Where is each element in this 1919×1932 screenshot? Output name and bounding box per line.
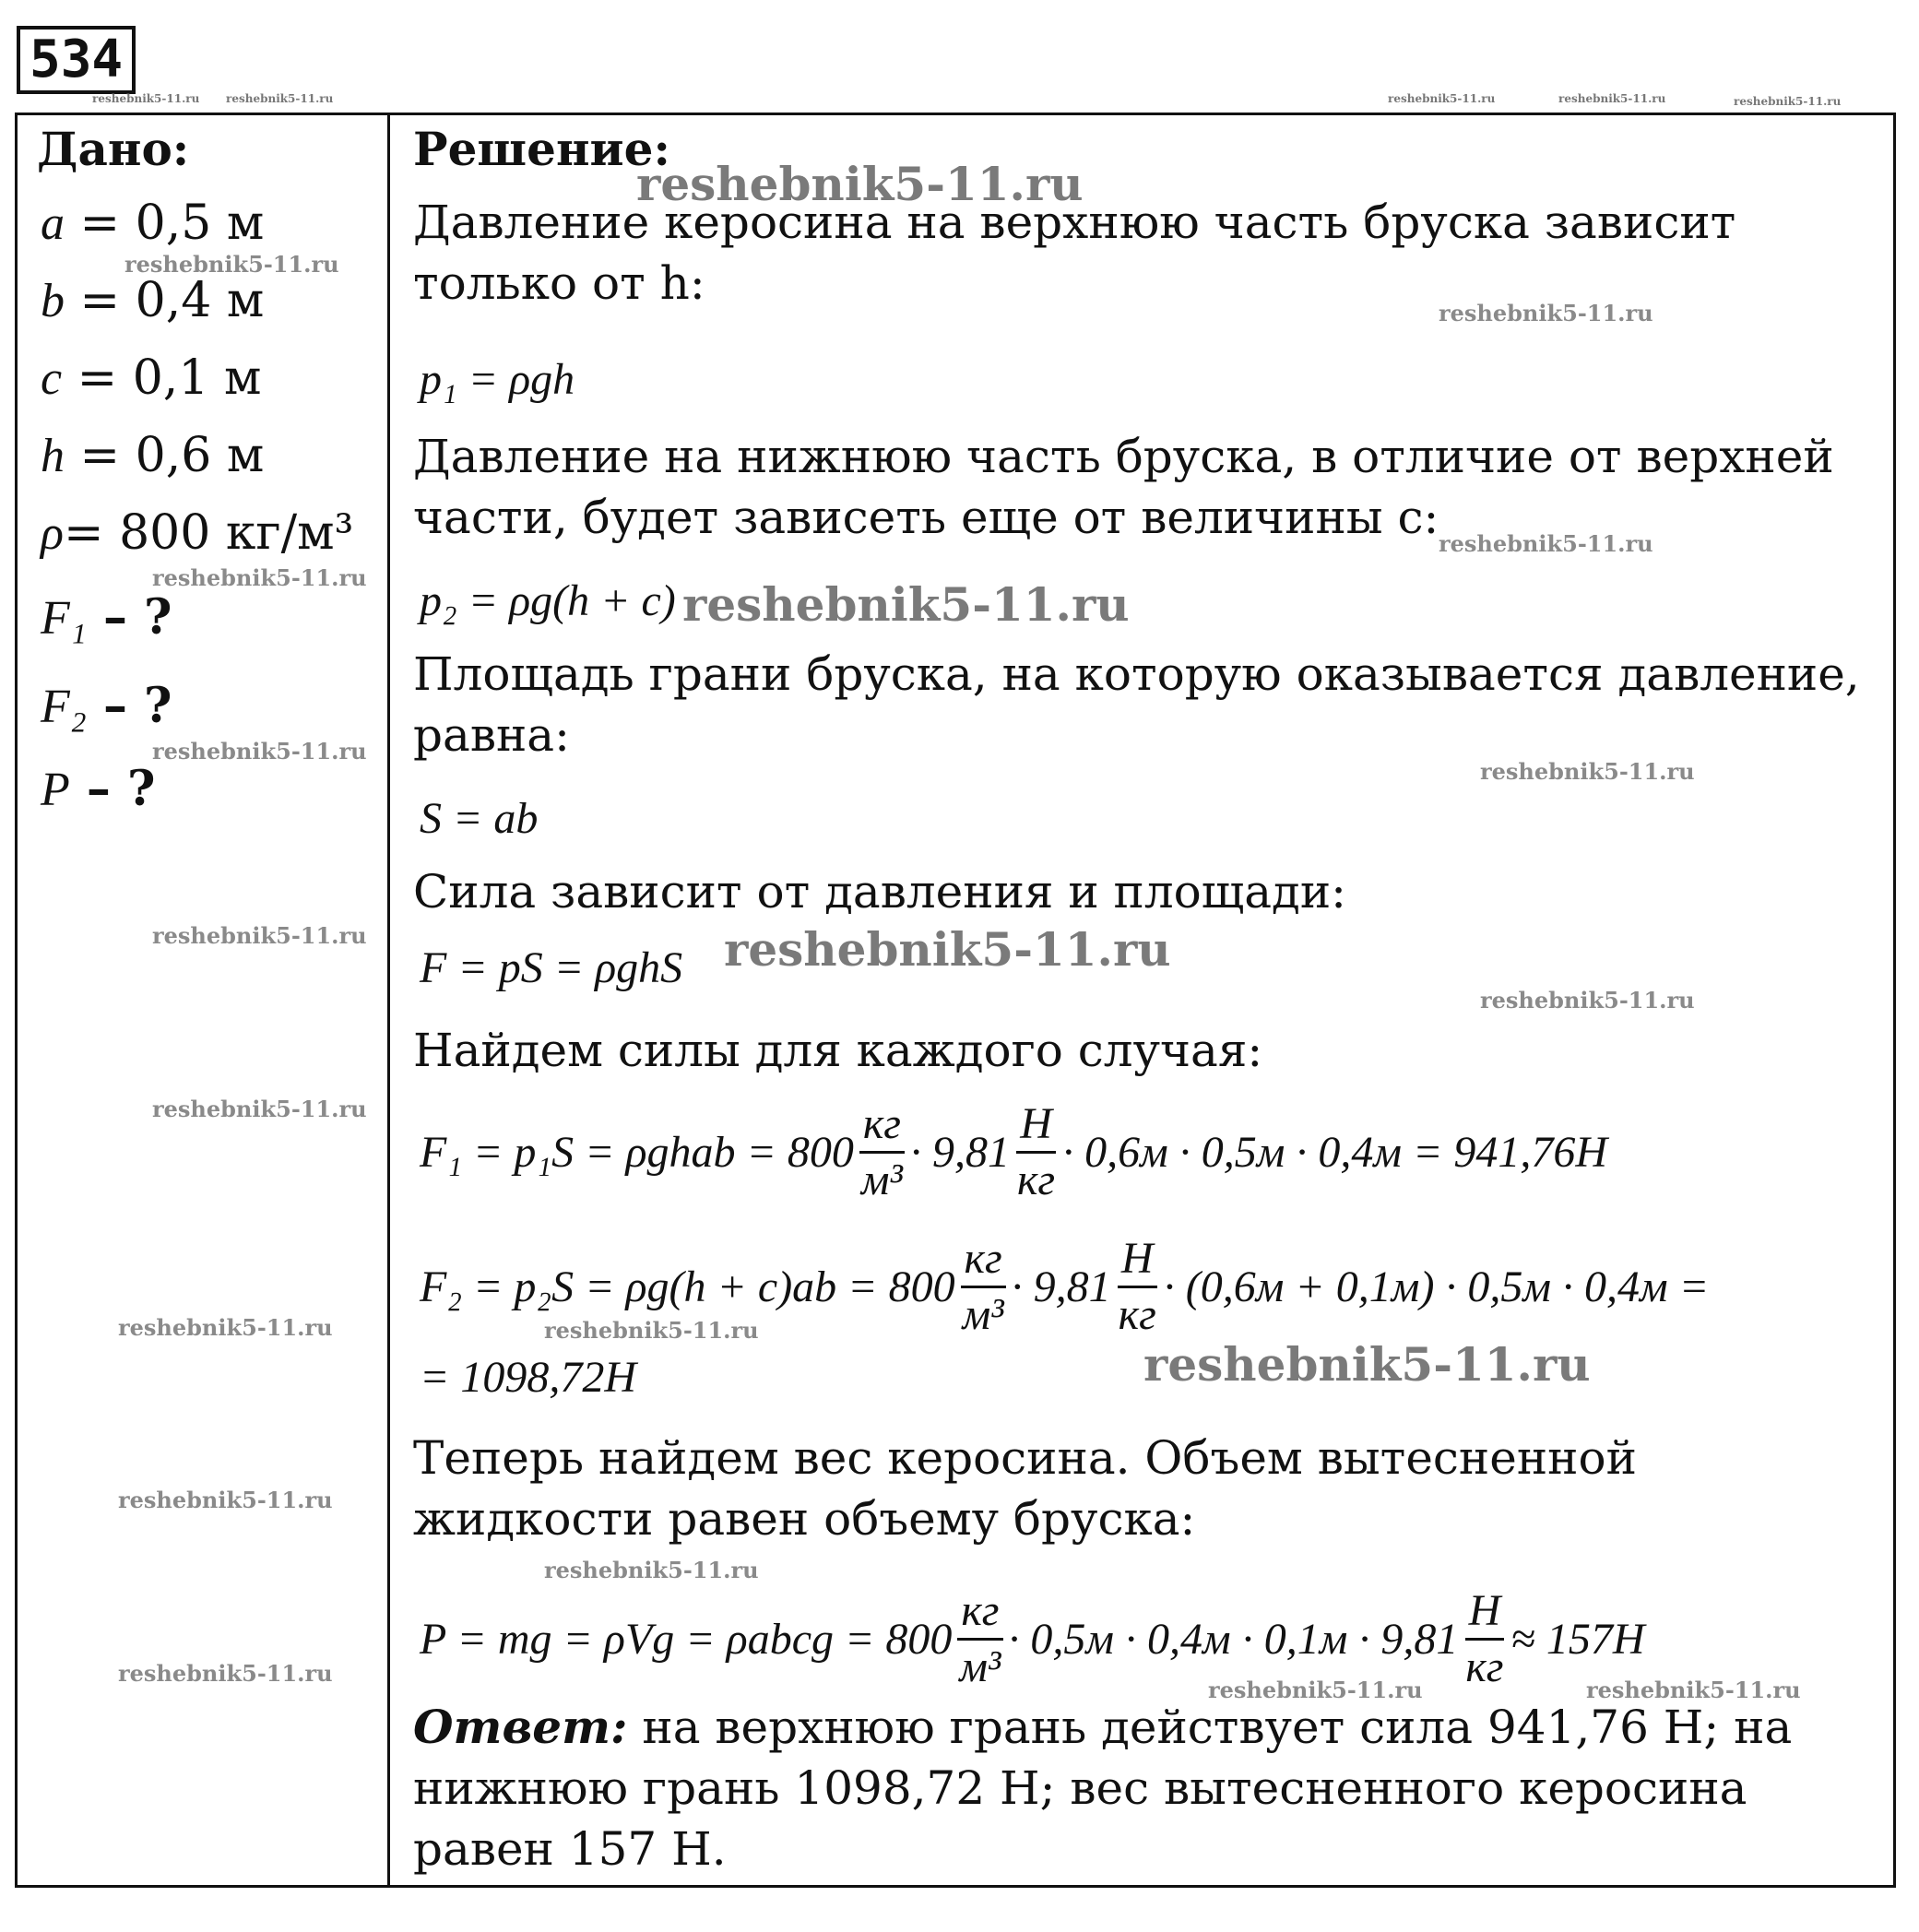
fraction-den: м³ — [860, 1156, 903, 1204]
fraction — [1115, 1232, 1160, 1342]
given-f1 — [41, 590, 172, 646]
watermark: reshebnik5-11.ru — [152, 738, 367, 765]
problem-number: 534 — [17, 26, 136, 94]
watermark: reshebnik5-11.ru — [636, 157, 1084, 211]
given-var: F₁ — [41, 592, 87, 645]
watermark: reshebnik5-11.ru — [1388, 92, 1496, 105]
formula-part: · (0,6м + 0,1м) · 0,5м · 0,4м = — [1163, 1262, 1710, 1311]
formula-part: F₂ = p₂S = ρg(h + c)ab = 800 — [420, 1262, 955, 1311]
fraction-den: кг — [1465, 1642, 1504, 1691]
watermark: reshebnik5-11.ru — [1480, 758, 1695, 785]
solution-text-3: Площадь грани бруска, на которую оказывается давление, равна: — [413, 647, 1860, 762]
given-value: = 0,6 м — [65, 428, 265, 483]
given-var: P — [41, 764, 70, 816]
formula-part: · 0,5м · 0,4м · 0,1м · 9,81 — [1008, 1615, 1459, 1664]
fraction — [1462, 1584, 1507, 1694]
given-c — [41, 350, 261, 407]
formula-s: S = ab — [420, 794, 539, 843]
given-heading: Дано: — [37, 122, 190, 176]
watermark: reshebnik5-11.ru — [92, 92, 200, 105]
fraction-num: Н — [1118, 1232, 1157, 1288]
given-h — [41, 428, 264, 484]
fraction-num: Н — [1016, 1097, 1056, 1154]
answer-label: Ответ: — [413, 1700, 628, 1754]
given-value: = 0,5 м — [65, 196, 265, 251]
watermark: reshebnik5-11.ru — [226, 92, 334, 105]
formula-part: · 0,6м · 0,5м · 0,4м = 941,76Н — [1062, 1128, 1608, 1177]
given-b — [41, 273, 264, 329]
given-var: b — [41, 275, 65, 327]
solution-text-6: Теперь найдем вес керосина. Объем вытесненной жидкости равен объему бруска: — [413, 1431, 1637, 1546]
watermark: reshebnik5-11.ru — [544, 1557, 759, 1583]
formula-part: P = mg = ρVg = ρabcg = 800 — [420, 1615, 953, 1664]
solution-text-4: Сила зависит от давления и площади: — [413, 865, 1346, 919]
watermark: reshebnik5-11.ru — [118, 1487, 333, 1513]
watermark: reshebnik5-11.ru — [682, 577, 1130, 632]
given-value: = 0,4 м — [65, 273, 265, 328]
solution-text-5: Найдем силы для каждого случая: — [413, 1024, 1263, 1077]
watermark: reshebnik5-11.ru — [1439, 300, 1653, 326]
watermark: reshebnik5-11.ru — [118, 1660, 333, 1687]
column-divider — [387, 113, 390, 1888]
watermark: reshebnik5-11.ru — [152, 1096, 367, 1122]
watermark: reshebnik5-11.ru — [1558, 92, 1666, 105]
solution-heading: Решение: — [413, 122, 670, 176]
fraction — [858, 1097, 906, 1207]
answer-text: на верхнюю грань действует сила 941,76 Н; на нижнюю грань 1098,72 Н; вес вытесненного керосина равен 157 Н. — [413, 1701, 1793, 1876]
formula-part: ≈ 157Н — [1510, 1615, 1645, 1664]
given-value: – ? — [86, 589, 172, 646]
fraction — [959, 1232, 1008, 1342]
fraction-den: м³ — [962, 1290, 1004, 1339]
formula-part: · 9,81 — [1011, 1262, 1111, 1311]
watermark: reshebnik5-11.ru — [1143, 1337, 1591, 1392]
fraction-den: кг — [1118, 1290, 1156, 1339]
formula-f2-result: = 1098,72Н — [420, 1353, 637, 1402]
formula-part: · 9,81 — [909, 1128, 1010, 1177]
given-var: ρ — [41, 507, 64, 560]
given-value: = 0,1 м — [62, 350, 262, 406]
solution-text-2: Давление на нижнюю часть бруска, в отличие от верхней части, будет зависеть еще от величины c: — [413, 430, 1834, 544]
watermark: reshebnik5-11.ru — [1734, 95, 1842, 108]
fraction-den: кг — [1016, 1156, 1056, 1204]
watermark: reshebnik5-11.ru — [544, 1317, 759, 1344]
solution-text-1: Давление керосина на верхнюю часть бруска зависит только от h: — [413, 196, 1736, 310]
given-value: – ? — [86, 678, 172, 734]
watermark: reshebnik5-11.ru — [1439, 530, 1653, 557]
watermark: reshebnik5-11.ru — [124, 251, 339, 278]
given-rho — [41, 505, 353, 562]
formula-f: F = pS = ρghS — [420, 943, 683, 992]
fraction — [1013, 1097, 1059, 1207]
given-value: = 800 кг/м³ — [63, 505, 354, 561]
watermark: reshebnik5-11.ru — [1586, 1677, 1801, 1703]
given-p — [41, 762, 155, 818]
formula-p1: p₁ = ρgh — [420, 355, 575, 404]
fraction-den: м³ — [959, 1642, 1001, 1691]
formula-p2: p₂ = ρg(h + c) — [420, 576, 676, 625]
given-var: F₂ — [41, 681, 87, 733]
fraction-num: кг — [957, 1584, 1002, 1641]
fraction — [955, 1584, 1004, 1694]
watermark: reshebnik5-11.ru — [152, 564, 367, 591]
formula-part: F₁ = p₁S = ρghab = 800 — [420, 1128, 854, 1177]
answer — [413, 1697, 1870, 1879]
watermark: reshebnik5-11.ru — [152, 922, 367, 949]
watermark: reshebnik5-11.ru — [1208, 1677, 1423, 1703]
formula-weight — [420, 1584, 1645, 1694]
formula-f1 — [420, 1097, 1607, 1207]
given-var: a — [41, 197, 65, 250]
given-a — [41, 196, 264, 252]
fraction-num: кг — [961, 1232, 1006, 1288]
fraction-num: Н — [1465, 1584, 1505, 1641]
given-var: h — [41, 430, 65, 482]
given-value: – ? — [69, 761, 156, 817]
fraction-num: кг — [859, 1097, 905, 1154]
watermark: reshebnik5-11.ru — [1480, 987, 1695, 1013]
given-f2 — [41, 679, 172, 735]
watermark: reshebnik5-11.ru — [724, 922, 1171, 977]
watermark: reshebnik5-11.ru — [118, 1314, 333, 1341]
given-var: c — [41, 352, 63, 405]
